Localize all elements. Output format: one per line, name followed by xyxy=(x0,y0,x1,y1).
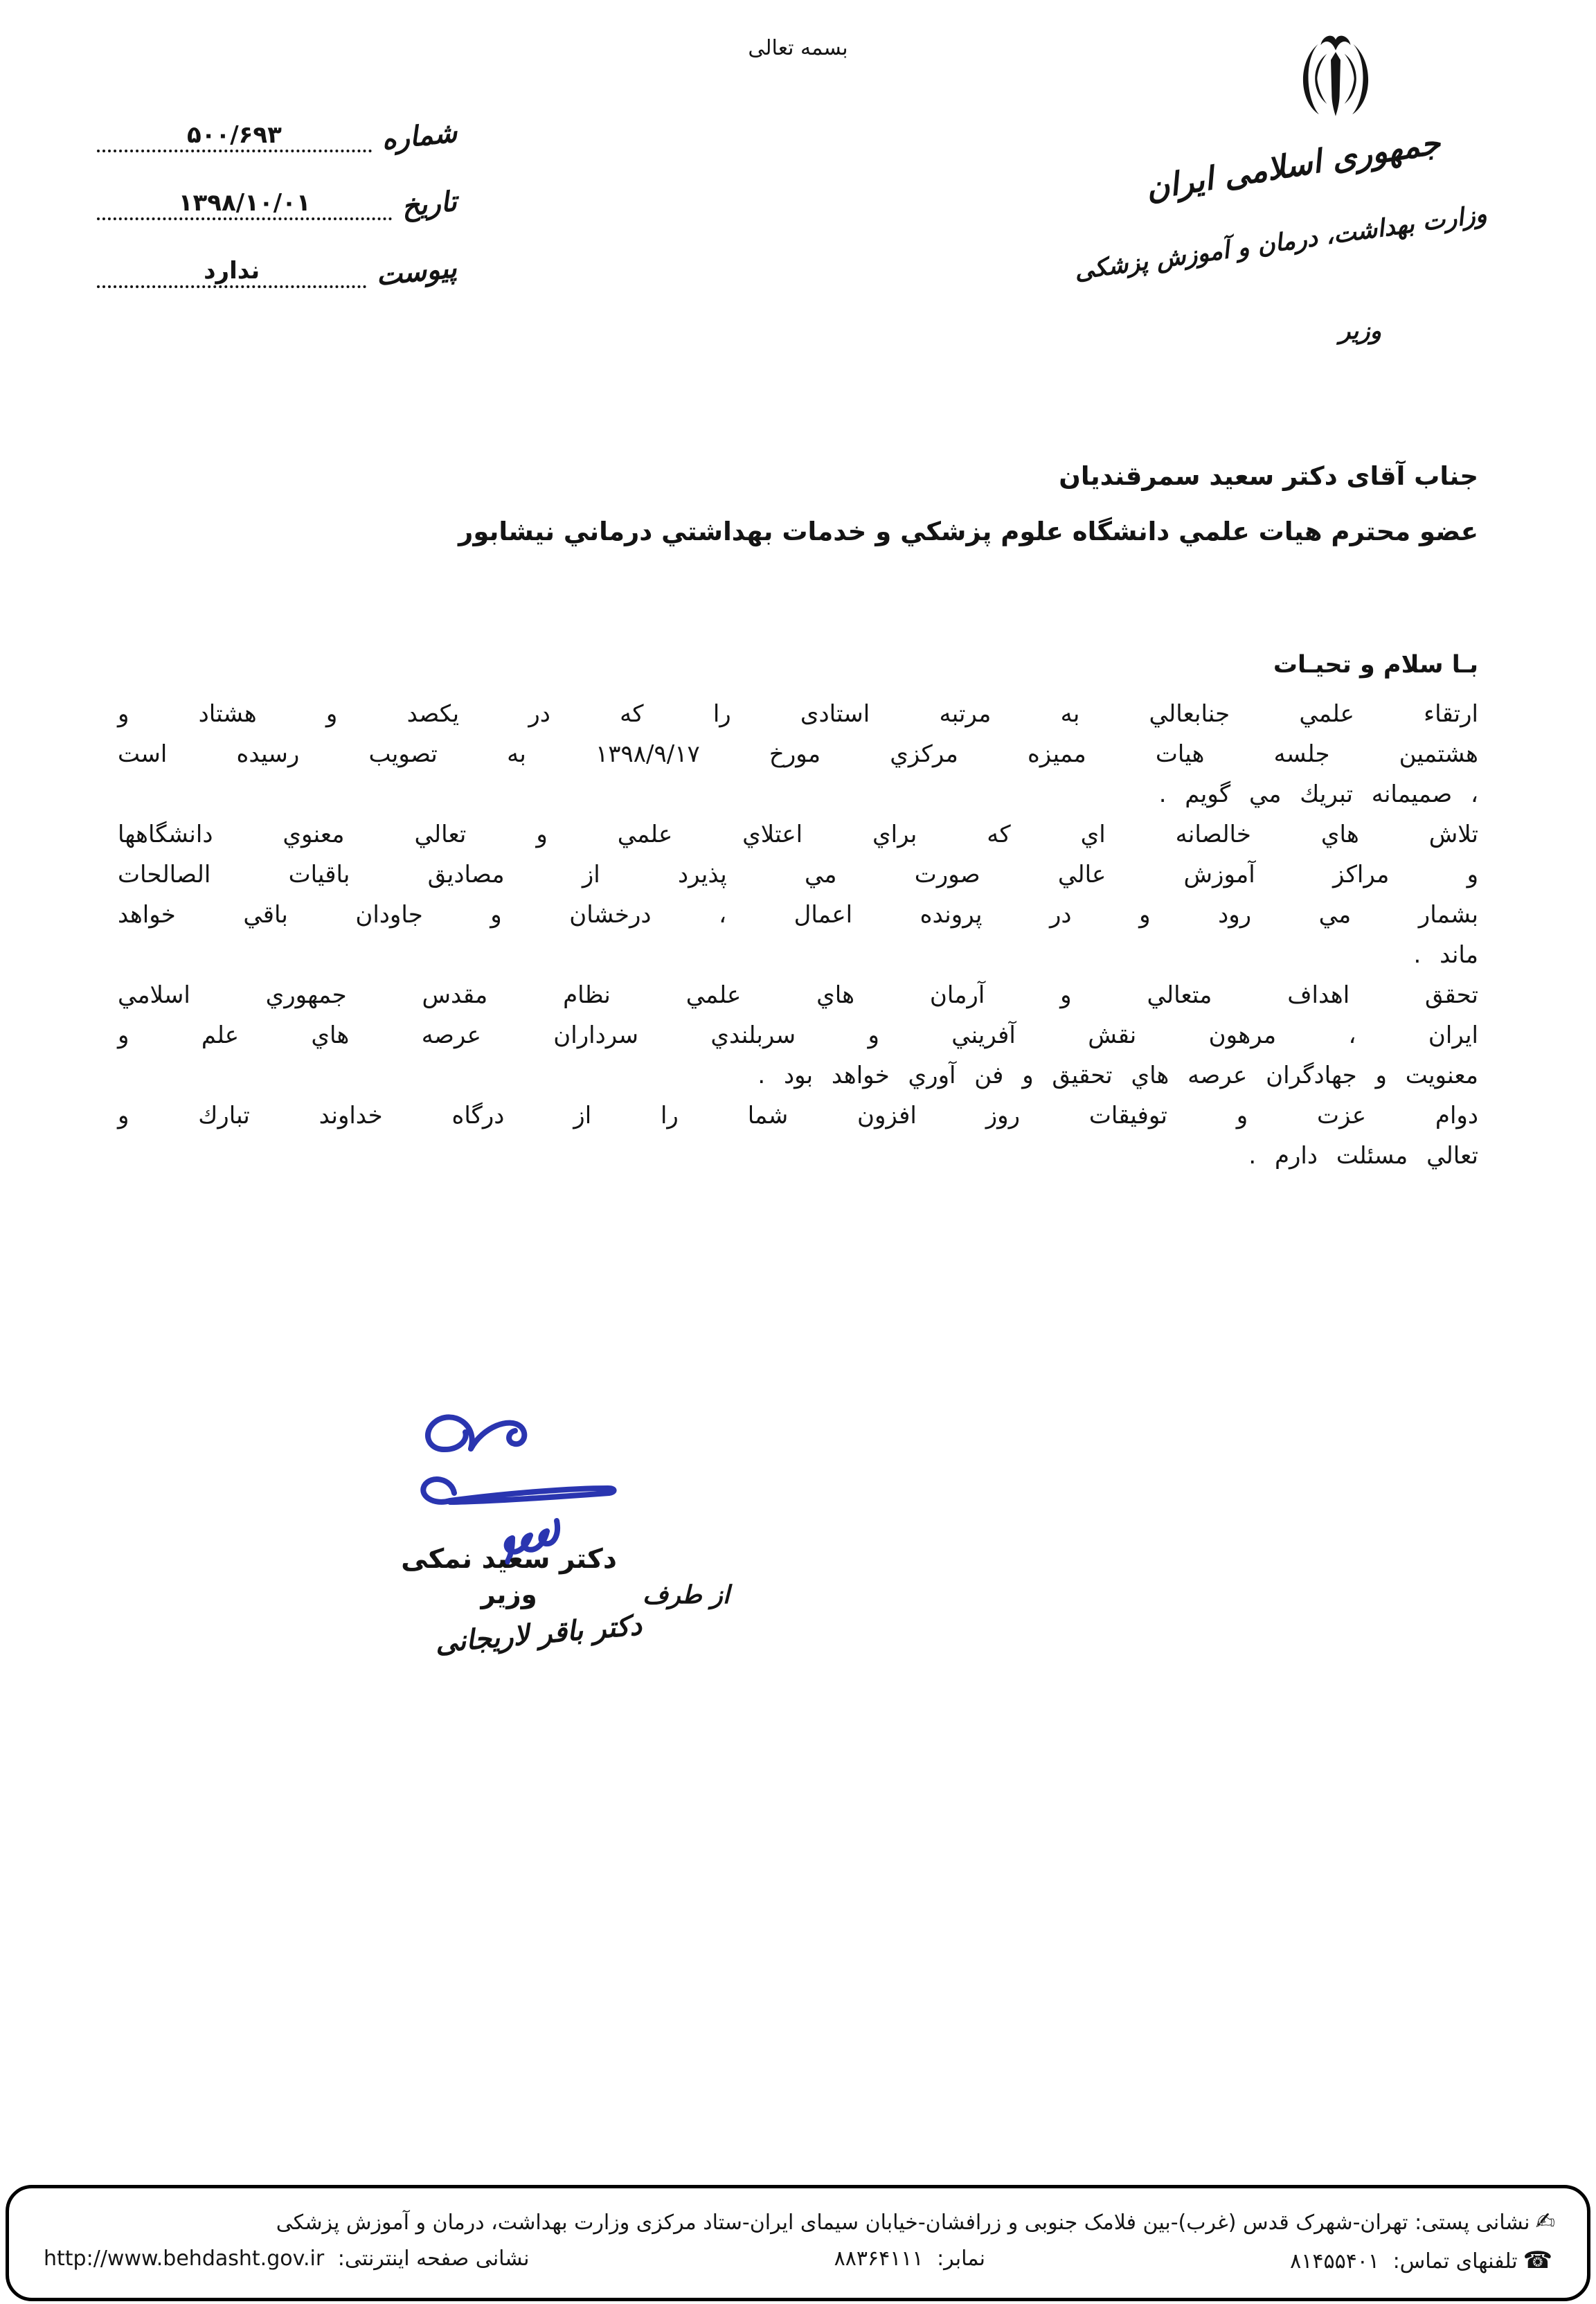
republic-calligraphy: جمهوری اسلامی ایران xyxy=(1143,123,1444,207)
ref-attachment-label: پیوست xyxy=(375,251,459,292)
recipient-block xyxy=(118,449,1478,560)
ref-date-row xyxy=(97,170,459,224)
ref-date-value: ۱۳۹۸/۱۰/۰۱ xyxy=(97,189,392,220)
body-line: ، صمیمانه تبریك مي گویم . xyxy=(1158,780,1478,808)
body-line: تحقق اهداف متعالي و آرمان هاي علمي نظام مقدس جمهوري اسلامي xyxy=(118,981,1478,1009)
fax-item xyxy=(834,2247,985,2274)
website-item xyxy=(44,2247,529,2274)
postal-label: نشانی پستی: xyxy=(1415,2211,1530,2235)
telephone-icon: ☎ xyxy=(1523,2247,1552,2274)
footer-box xyxy=(6,2185,1590,2301)
signer-block xyxy=(377,1542,640,1612)
body-line: ماند . xyxy=(1413,941,1478,969)
body-line: ایران ، مرهون نقش آفریني و سربلندي سرداران عرصه هاي علم و xyxy=(118,1021,1478,1049)
body-line: و مراکز آموزش عالي صورت مي پذیرد از مصادیق باقیات الصالحات xyxy=(118,861,1478,888)
reference-fields xyxy=(97,102,457,306)
recipient-name: جناب آقای دکتر سعید سمرقندیان xyxy=(1059,461,1478,491)
postal-value: تهران-شهرک قدس (غرب)-بین فلامک جنوبی و زرافشان-خیابان سیمای ایران-ستاد مرکزی وزارت بهداشت، درمان و آموزش پزشکی xyxy=(276,2211,1408,2235)
on-behalf-note: از طرف xyxy=(643,1580,730,1609)
signer-title: وزیر xyxy=(481,1580,537,1609)
ref-number-label: شماره xyxy=(379,116,459,157)
phones-value: ۸۱۴۵۵۴۰۱ xyxy=(1290,2249,1380,2274)
phones-item xyxy=(1290,2247,1552,2274)
writing-hand-icon: ✍ xyxy=(1535,2208,1555,2235)
body-line: تعالي مسئلت دارم . xyxy=(1248,1142,1478,1170)
phones-label: تلفنهای تماس: xyxy=(1392,2249,1518,2274)
body-line: ارتقاء علمي جنابعالي به مرتبه استادی را که در یکصد و هشتاد و xyxy=(118,700,1478,728)
ministry-calligraphy: وزارت بهداشت، درمان و آموزش پزشکی xyxy=(1073,199,1489,286)
website-label: نشانی صفحه اینترنتی: xyxy=(337,2247,530,2271)
salutation: بـا سلام و تحیـات xyxy=(1273,651,1478,679)
iran-national-emblem-icon xyxy=(1291,32,1380,130)
ref-date-label: تاریخ xyxy=(400,184,459,224)
body-line: معنویت و جهادگران عرصه هاي تحقیق و فن آوري خواهد بود . xyxy=(757,1062,1478,1089)
recipient-title: عضو محترم هیات علمي دانشگاه علوم پزشکي و خدمات بهداشتي درماني نیشابور xyxy=(458,517,1478,546)
letter-body xyxy=(118,694,1478,1176)
footer-postal-line xyxy=(9,2208,1587,2235)
deputy-signer-name: دکتر باقر لاریجانی xyxy=(433,1609,643,1659)
fax-label: نمابر: xyxy=(937,2247,985,2271)
minister-title: وزیر xyxy=(1338,317,1381,345)
ref-number-value: ۵۰۰/۶۹۳ xyxy=(97,121,372,152)
body-line: بشمار مي رود و در پرونده اعمال ، درخشان و جاودان باقي خواهد xyxy=(118,901,1478,929)
signer-name: دکتر سعید نمکی xyxy=(401,1544,617,1575)
bismillah-heading: بسمه تعالی xyxy=(748,36,848,60)
footer-contact-line xyxy=(9,2247,1587,2274)
ref-number-row xyxy=(97,102,459,157)
fax-value: ۸۸۳۶۴۱۱۱ xyxy=(834,2247,924,2271)
body-line: تلاش هاي خالصانه اي که براي اعتلاي علمي و تعالي معنوي دانشگاهها xyxy=(118,821,1478,848)
body-line: دوام عزت و توفیقات روز افزون شما را از درگاه خداوند تبارك و xyxy=(118,1102,1478,1129)
website-value: http://www.behdasht.gov.ir xyxy=(44,2247,325,2271)
body-line: هشتمین جلسه هیات ممیزه مرکزي مورخ ۱۳۹۸/۹/۱۷ به تصویب رسیده است xyxy=(118,740,1478,768)
ref-attachment-row xyxy=(97,238,459,292)
ref-attachment-value: ندارد xyxy=(97,257,366,288)
